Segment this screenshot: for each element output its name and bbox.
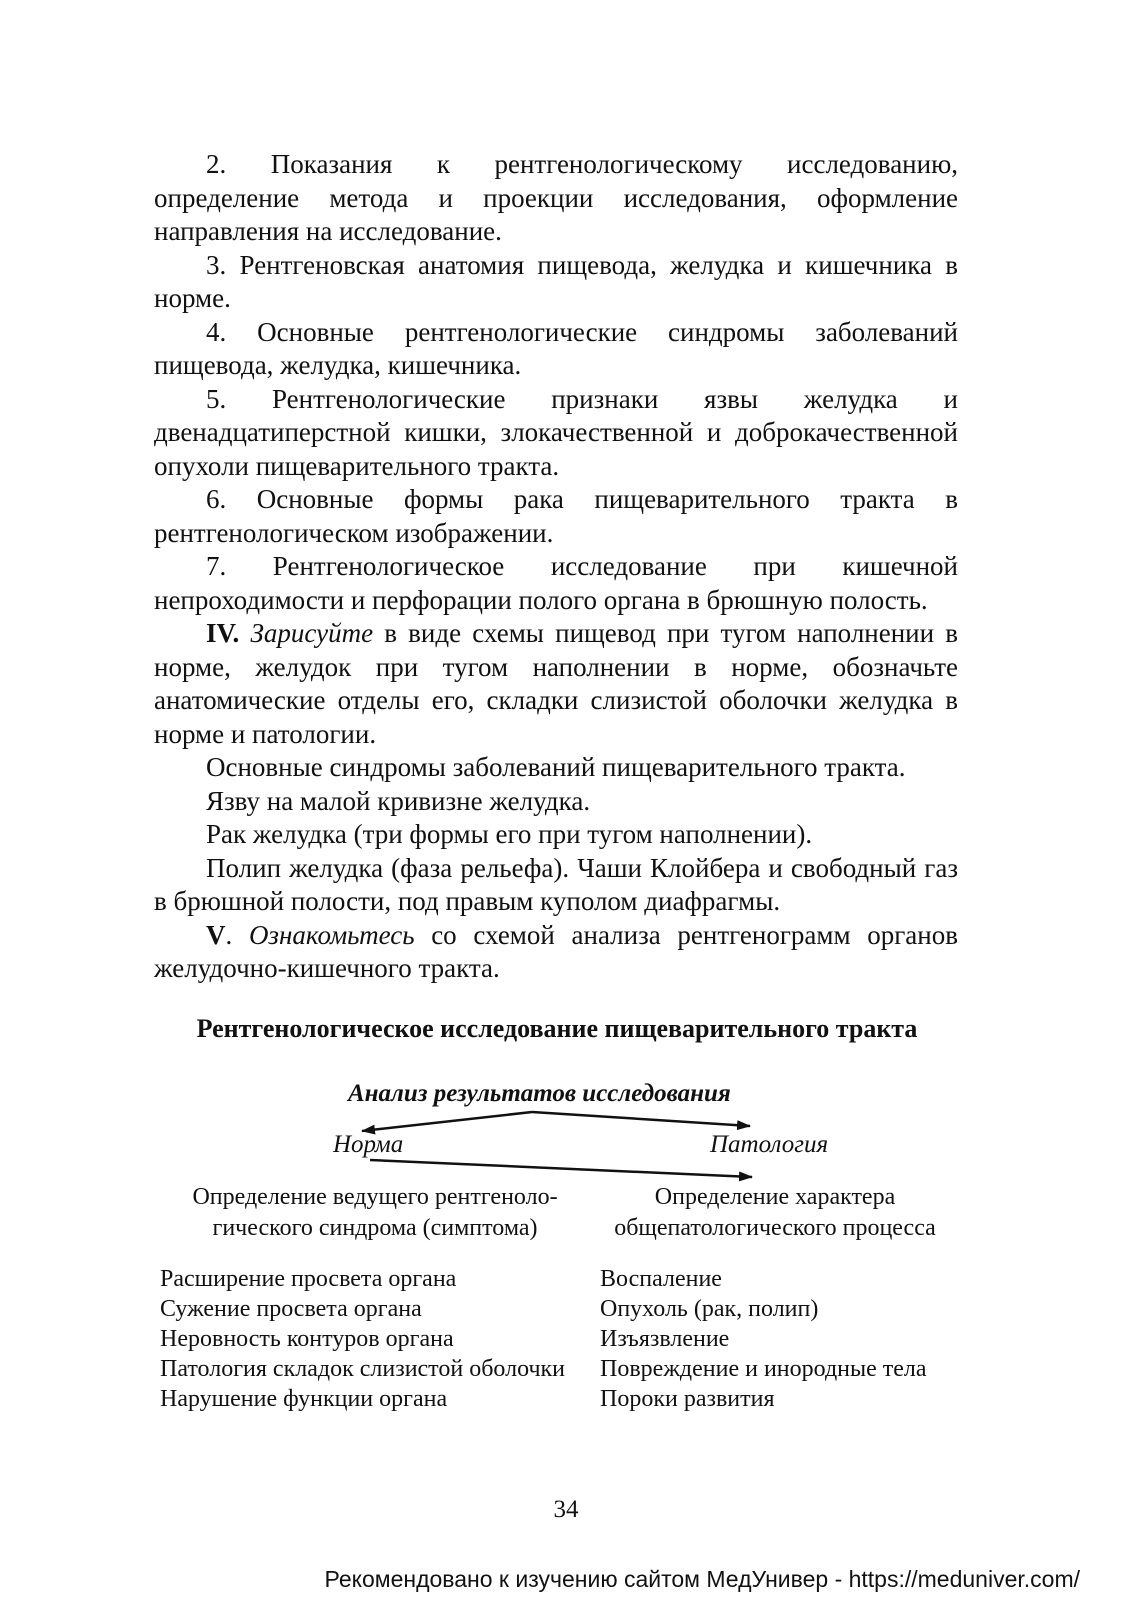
- task-v-verb: Ознакомьтесь: [248, 919, 415, 950]
- task-v-numeral: V: [206, 919, 226, 950]
- paragraph-item-4: 4. Основные рентгенологические синдромы заболеваний пищевода, желудка, кишечника.: [154, 316, 958, 380]
- paragraph-item-5: 5. Рентгенологические признаки язвы желудка и двенадцатиперстной кишки, злокачественной и доброкачественной опухоли пищеварительного тракта.: [154, 383, 958, 481]
- list-item: Пороки развития: [600, 1386, 775, 1412]
- paragraph-item-3: 3. Рентгеновская анатомия пищевода, желудка и кишечника в норме.: [154, 249, 958, 313]
- task-iv-verb: Зарисуйте: [250, 618, 374, 648]
- list-item: Неровность контуров органа: [160, 1326, 454, 1352]
- task-iv-item: Язву на малой кривизне желудка.: [206, 785, 591, 816]
- list-item: Сужение просвета органа: [160, 1296, 422, 1322]
- paragraph-item-2: 2. Показания к рентгенологическому исследованию, определение метода и проекции исследования, оформление направления на исследование.: [154, 149, 958, 246]
- paragraph-item-7: 7. Рентгенологическое исследование при кишечной непроходимости и перфорации полого органа в брюшную полость.: [154, 551, 958, 615]
- task-iv-paragraph: [154, 617, 958, 751]
- leading-syndrome-heading-line: гического синдрома (симптома): [212, 1215, 538, 1241]
- section-title: Рентгенологическое исследование пищеварительного тракта: [196, 1014, 918, 1043]
- task-iv-item: Полип желудка (фаза рельефа). Чаши Клойбера и свободный газ в брюшной полости, под правым куполом диафрагмы.: [154, 852, 958, 916]
- task-iv-item: Рак желудка (три формы его при тугом наполнении).: [206, 819, 813, 849]
- task-v-dot: .: [225, 919, 249, 950]
- leading-syndrome-heading-line: Определение ведущего рентгеноло-: [192, 1184, 558, 1210]
- list-item: Изъязвление: [600, 1326, 730, 1352]
- list-item: Повреждение и инородные тела: [600, 1356, 927, 1382]
- list-item: Опухоль (рак, полип): [600, 1296, 819, 1322]
- analysis-title: Анализ результатов исследования: [348, 1080, 731, 1107]
- footer-recommendation: Рекомендовано к изучению сайтом МедУнивер - https://meduniver.com/: [324, 1566, 1080, 1592]
- leading-syndrome-heading: [160, 1182, 590, 1244]
- norm-label: Норма: [333, 1131, 404, 1158]
- page-number: 34: [553, 1496, 579, 1523]
- list-item: Расширение просвета органа: [160, 1266, 457, 1292]
- arrow-to-pathology: [532, 1112, 750, 1126]
- task-iv-text: в виде схемы пищевод при тугом наполнении в норме, желудок при тугом наполнении в норме, обозначьте анатомические отделы его, складки слизистой оболочки желудка в норме и патологии.: [154, 618, 958, 749]
- task-iv-item: Основные синдромы заболеваний пищеварительного тракта.: [206, 752, 906, 782]
- process-character-heading: [600, 1182, 950, 1244]
- process-character-heading-line: Определение характера: [654, 1184, 896, 1210]
- body-text: [154, 148, 958, 986]
- task-v-text: со схемой анализа рентгенограмм органов желудочно-кишечного тракта.: [154, 919, 958, 983]
- list-item: Патология складок слизистой оболочки: [160, 1356, 566, 1382]
- arrow-norm-to-process: [370, 1160, 752, 1177]
- paragraph-item-6: 6. Основные формы рака пищеварительного тракта в рентгенологическом изображении.: [154, 484, 958, 548]
- task-iv-numeral: IV.: [206, 618, 240, 648]
- process-character-heading-line: общепатологического процесса: [614, 1215, 936, 1241]
- syndromes-list: [160, 1264, 565, 1414]
- processes-list: [600, 1264, 927, 1414]
- list-item: Нарушение функции органа: [160, 1386, 448, 1412]
- task-v-paragraph: [154, 919, 958, 986]
- pathology-label: Патология: [710, 1131, 829, 1158]
- list-item: Воспаление: [600, 1266, 722, 1292]
- arrow-to-norm: [362, 1112, 532, 1131]
